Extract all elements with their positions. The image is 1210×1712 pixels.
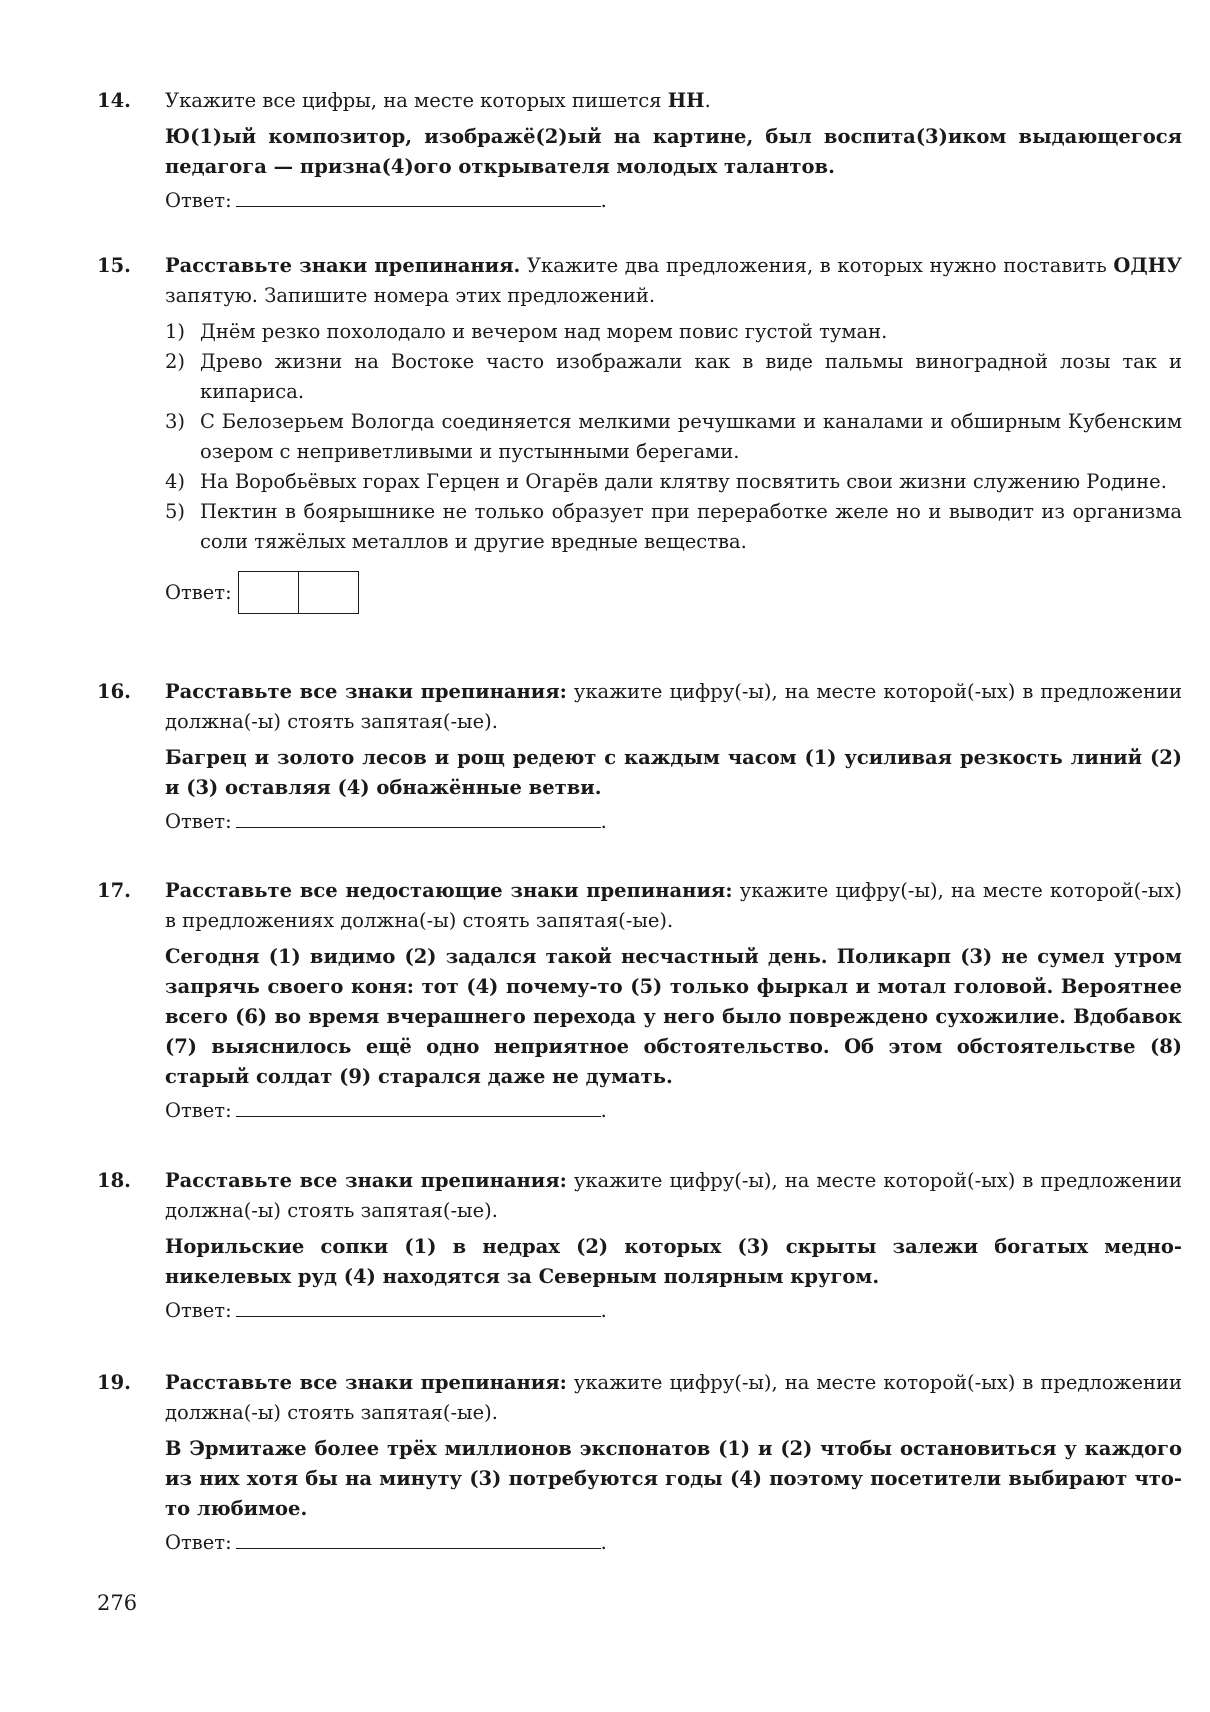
answer-field[interactable] bbox=[236, 1096, 601, 1117]
answer-label: Ответ: bbox=[165, 1299, 232, 1322]
option-item: 4) На Воробьёвых горах Герцен и Огарёв дали клятву посвятить свои жизни служению Родине. bbox=[165, 470, 1167, 493]
task-number: 19. bbox=[97, 1371, 131, 1394]
answer-field[interactable] bbox=[236, 1296, 601, 1317]
answer-row: Ответ: . bbox=[165, 1296, 1182, 1326]
answer-field[interactable] bbox=[236, 186, 601, 207]
options-list bbox=[165, 317, 1182, 557]
answer-label: Ответ: bbox=[165, 189, 232, 212]
task-sentence: Сегодня (1) видимо (2) задался такой несчастный день. Поликарп (3) не сумел утром запрячь своего коня: тот (4) почему-то (5) только фыркал и мотал головой. Вероятнее всего (6) во время вчерашнего перехода у него было повреждено сухожилие. Вдобавок (7) выяснилось ещё одно неприятное обстоятельство. Об этом обстоятельстве (8) старый солдат (9) старался даже не думать. bbox=[165, 945, 1182, 1088]
task-sentence: В Эрмитаже более трёх миллионов экспонатов (1) и (2) чтобы остановиться у каждого из них хотя бы на минуту (3) потребуются годы (4) поэтому посетители выбирают что-то любимое. bbox=[165, 1437, 1182, 1520]
answer-label: Ответ: bbox=[165, 580, 232, 604]
answer-box-1[interactable] bbox=[238, 571, 299, 614]
task-number: 15. bbox=[97, 254, 131, 277]
answer-label: Ответ: bbox=[165, 1099, 232, 1122]
task-14 bbox=[97, 86, 1182, 216]
answer-row: Ответ: . bbox=[165, 1528, 1182, 1558]
answer-row: Ответ: . bbox=[165, 807, 1182, 837]
task-16 bbox=[97, 677, 1182, 837]
answer-row: Ответ: . bbox=[165, 186, 1182, 216]
task-19 bbox=[97, 1368, 1182, 1558]
answer-label: Ответ: bbox=[165, 810, 232, 833]
option-item: 5) Пектин в боярышнике не только образует при переработке желе но и выводит из организма соли тяжёлых металлов и другие вредные вещества. bbox=[165, 500, 1182, 553]
task-instruction: Расставьте все недостающие знаки препинания: укажите цифру(-ы), на месте которой(-ых) в предложениях должна(-ы) стоять запятая(-ые). bbox=[165, 879, 1182, 932]
task-instruction: Расставьте знаки препинания. Укажите два предложения, в которых нужно поставить ОДНУ запятую. Запишите номера этих предложений. bbox=[165, 254, 1182, 307]
task-instruction: Расставьте все знаки препинания: укажите цифру(-ы), на месте которой(-ых) в предложении должна(-ы) стоять запятая(-ые). bbox=[165, 680, 1182, 733]
answer-row bbox=[165, 571, 1182, 614]
answer-field[interactable] bbox=[236, 807, 601, 828]
task-17 bbox=[97, 876, 1182, 1126]
task-sentence: Ю(1)ый композитор, изображё(2)ый на картине, был воспита(3)иком выдающегося педагога — призна(4)ого открывателя молодых талантов. bbox=[165, 125, 1182, 178]
answer-label: Ответ: bbox=[165, 1531, 232, 1554]
option-item: 2) Древо жизни на Востоке часто изображали как в виде пальмы виноградной лозы так и кипариса. bbox=[165, 350, 1182, 403]
task-15 bbox=[97, 251, 1182, 614]
task-number: 18. bbox=[97, 1169, 131, 1192]
option-item: 1) Днём резко похолодало и вечером над морем повис густой туман. bbox=[165, 320, 888, 343]
task-instruction: Расставьте все знаки препинания: укажите цифру(-ы), на месте которой(-ых) в предложении должна(-ы) стоять запятая(-ые). bbox=[165, 1371, 1182, 1424]
answer-boxes bbox=[238, 571, 359, 614]
answer-box-2[interactable] bbox=[299, 571, 359, 614]
page-number: 276 bbox=[97, 1591, 138, 1615]
task-instruction: Расставьте все знаки препинания: укажите цифру(-ы), на месте которой(-ых) в предложении должна(-ы) стоять запятая(-ые). bbox=[165, 1169, 1182, 1222]
task-18 bbox=[97, 1166, 1182, 1326]
task-sentence: Багрец и золото лесов и рощ редеют с каждым часом (1) усиливая резкость линий (2) и (3) оставляя (4) обнажённые ветви. bbox=[165, 746, 1182, 799]
task-sentence: Норильские сопки (1) в недрах (2) которых (3) скрыты залежи богатых медно-никелевых руд (4) находятся за Северным полярным кругом. bbox=[165, 1235, 1182, 1288]
task-number: 17. bbox=[97, 879, 131, 902]
task-number: 14. bbox=[97, 89, 131, 112]
task-number: 16. bbox=[97, 680, 131, 703]
answer-row: Ответ: . bbox=[165, 1096, 1182, 1126]
option-item: 3) С Белозерьем Вологда соединяется мелкими речушками и каналами и обширным Кубенским озером с неприветливыми и пустынными берегами. bbox=[165, 410, 1182, 463]
task-instruction: Укажите все цифры, на месте которых пишется НН. bbox=[165, 89, 711, 112]
answer-field[interactable] bbox=[236, 1528, 601, 1549]
